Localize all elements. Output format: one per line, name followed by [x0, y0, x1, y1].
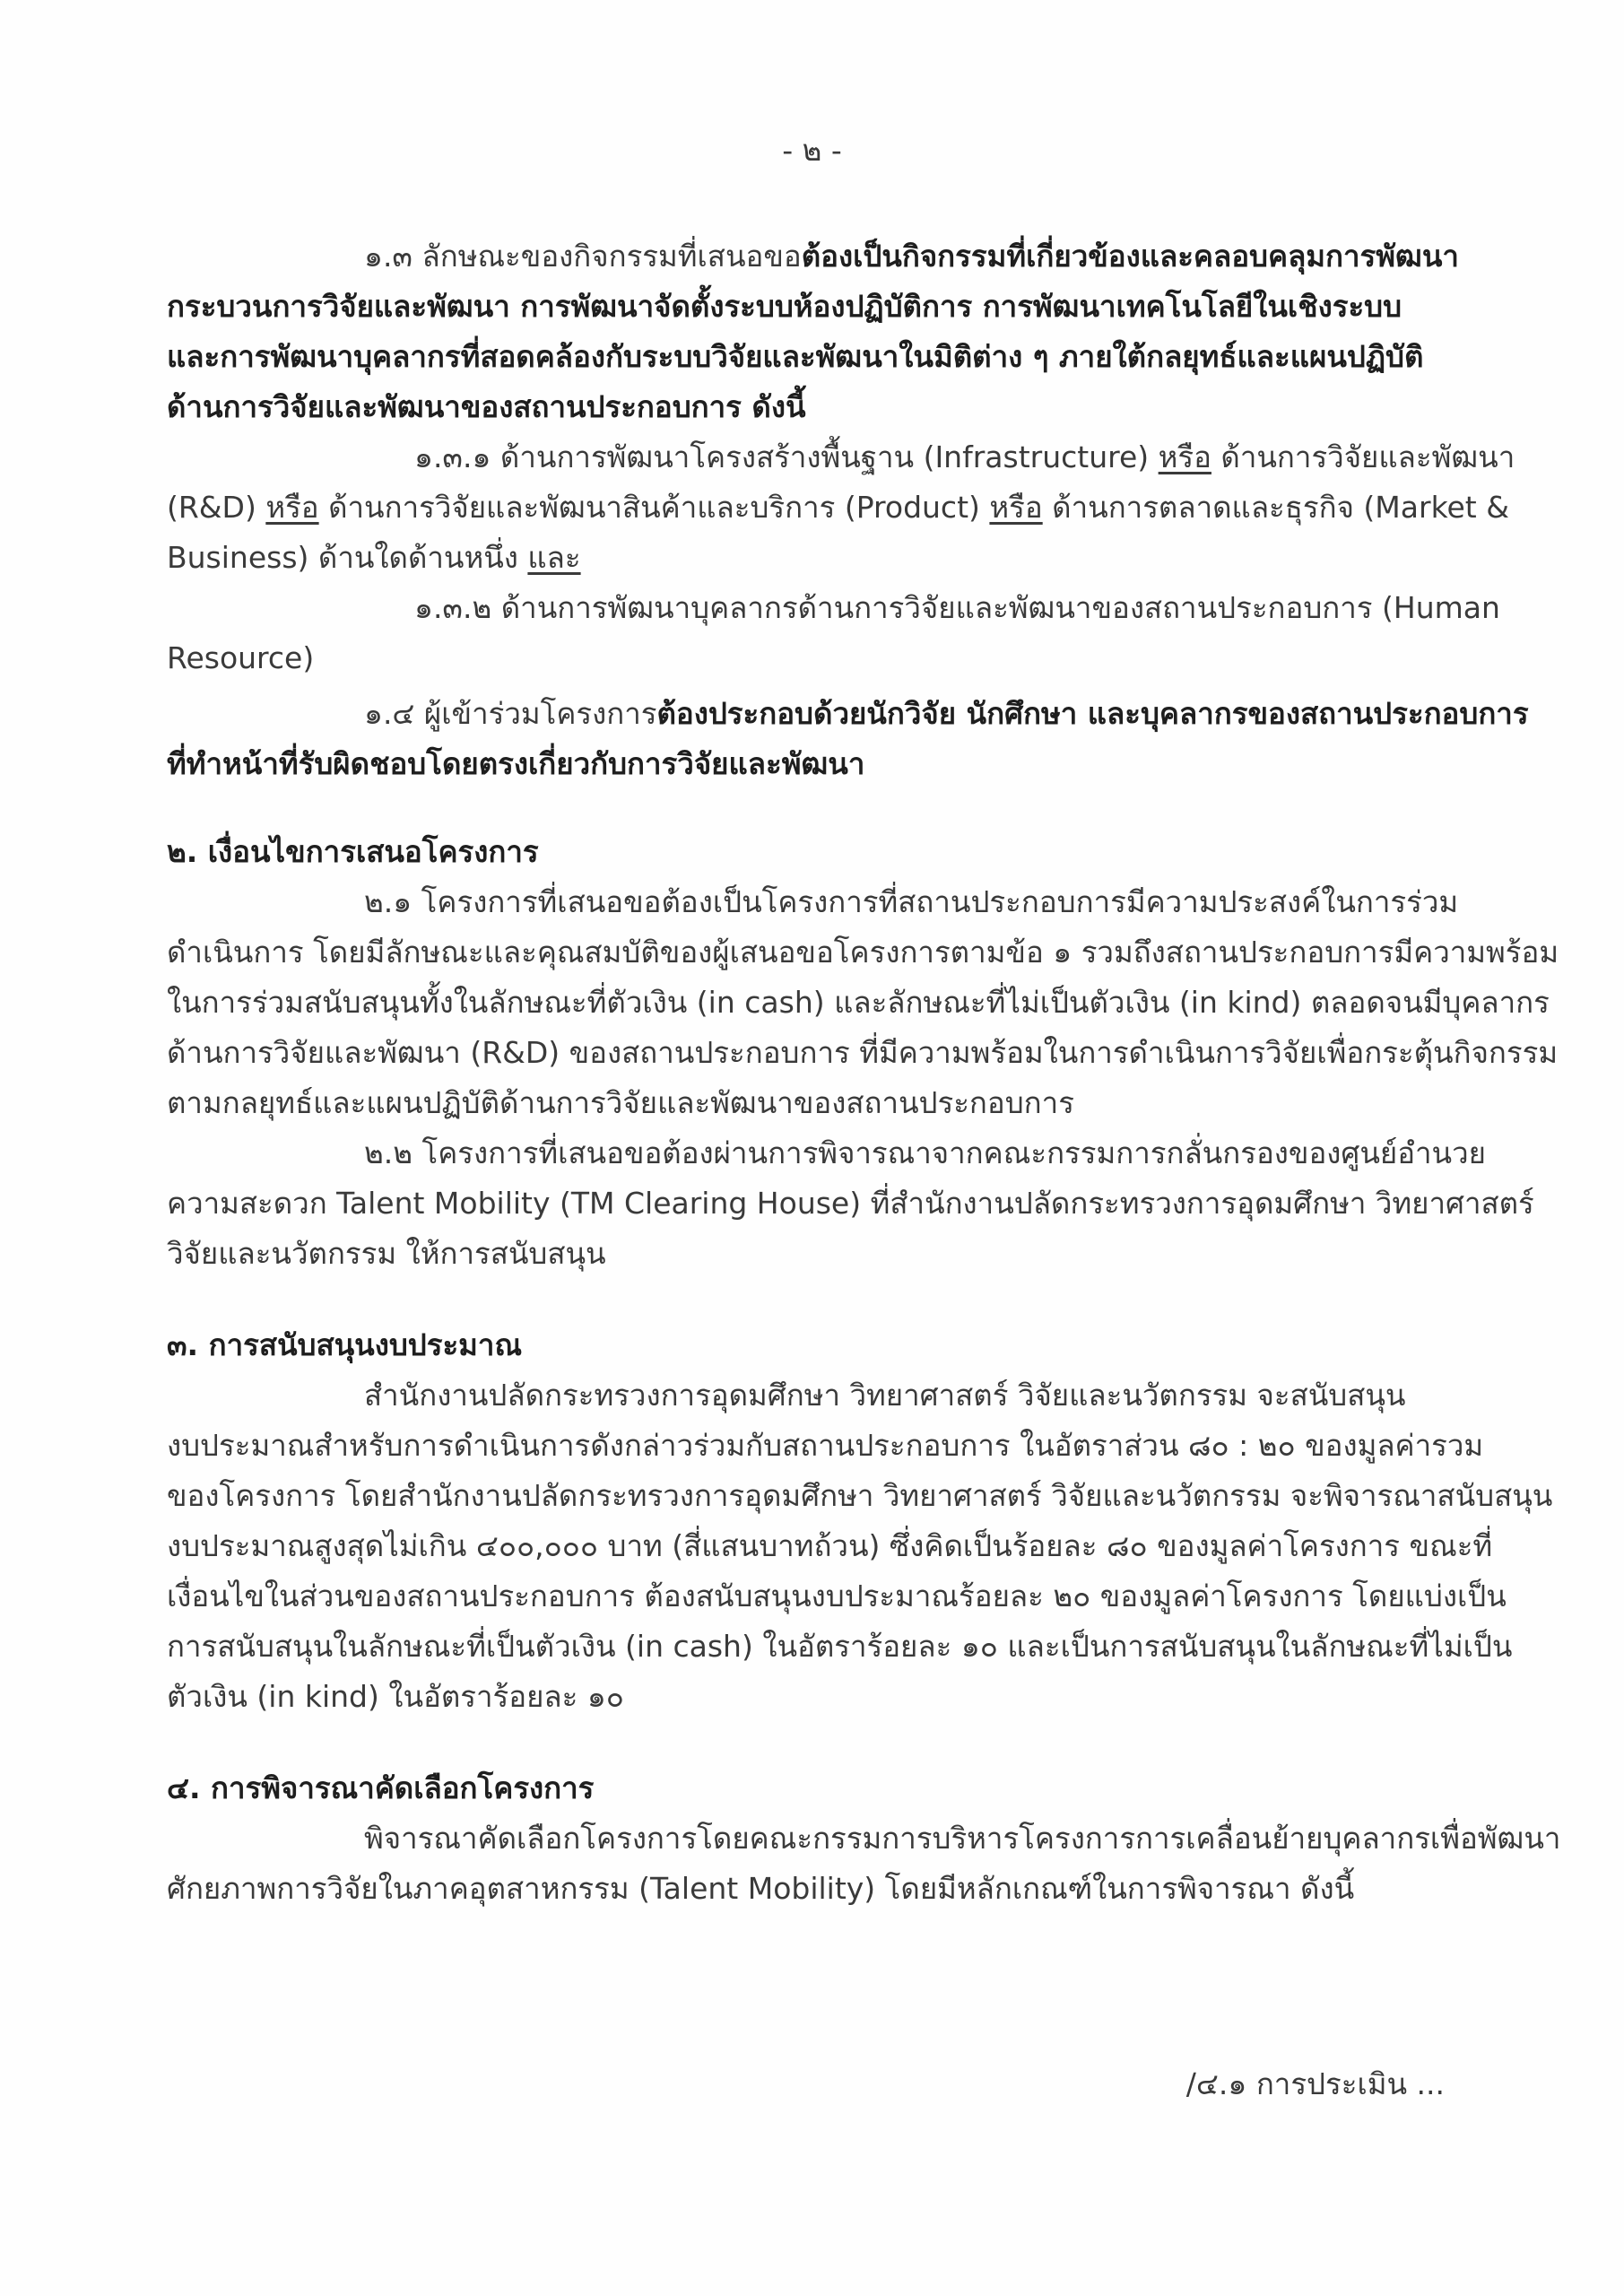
section-1-4-intro: ๑.๔ ผู้เข้าร่วมโครงการ — [364, 696, 657, 731]
underlined-and: และ — [527, 540, 581, 575]
section-3-line-4: งบประมาณสูงสุดไม่เกิน ๔๐๐,๐๐๐ บาท (สี่แสนบาทถ้วน) ซึ่งคิดเป็นร้อยละ ๘๐ ของมูลค่าโครงการ ขณะที่ — [167, 1528, 1493, 1563]
section-1-3-line-4: ด้านการวิจัยและพัฒนาของสถานประกอบการ ดังนี้ — [167, 389, 806, 424]
section-2-1-line-1: ๒.๑ โครงการที่เสนอขอต้องเป็นโครงการที่สถานประกอบการมีความประสงค์ในการร่วม — [364, 884, 1459, 919]
section-1-3-2-line-1: ๑.๓.๒ ด้านการพัฒนาบุคลากรด้านการวิจัยและพัฒนาของสถานประกอบการ (Human — [414, 590, 1500, 625]
section-2-2-line-3: วิจัยและนวัตกรรม ให้การสนับสนุน — [167, 1236, 606, 1271]
section-1-3-1-line-2 — [167, 483, 1509, 533]
section-1-3-1-text-f: Business) ด้านใดด้านหนึ่ง — [167, 540, 528, 575]
section-1-3-1-text-c: (R&D) — [167, 490, 266, 525]
section-2-1-line-3: ในการร่วมสนับสนุนทั้งในลักษณะที่ตัวเงิน (in cash) และลักษณะที่ไม่เป็นตัวเงิน (in kind) ตลอดจนมีบุคลากร — [167, 985, 1550, 1020]
section-1-3-1-text-d: ด้านการวิจัยและพัฒนาสินค้าและบริการ (Product) — [318, 490, 990, 525]
section-3-line-3: ของโครงการ โดยสำนักงานปลัดกระทรวงการอุดมศึกษา วิทยาศาสตร์ วิจัยและนวัตกรรม จะพิจารณาสนับสนุน — [167, 1478, 1553, 1513]
section-1-3-line-1 — [364, 231, 1459, 282]
section-3-line-6: การสนับสนุนในลักษณะที่เป็นตัวเงิน (in cash) ในอัตราร้อยละ ๑๐ และเป็นการสนับสนุนในลักษณะที่ไม่เป็น — [167, 1629, 1513, 1664]
section-3-line-7: ตัวเงิน (in kind) ในอัตราร้อยละ ๑๐ — [167, 1679, 624, 1714]
section-2-heading: ๒. เงื่อนไขการเสนอโครงการ — [167, 834, 539, 869]
continuation-note: /๔.๑ การประเมิน ... — [1185, 2066, 1445, 2101]
section-3-line-1: สำนักงานปลัดกระทรวงการอุดมศึกษา วิทยาศาสตร์ วิจัยและนวัตกรรม จะสนับสนุน — [364, 1378, 1406, 1413]
section-1-3-2-line-2: Resource) — [167, 640, 315, 675]
underlined-or: หรือ — [989, 490, 1043, 525]
section-1-3-intro: ๑.๓ ลักษณะของกิจกรรมที่เสนอขอ — [364, 239, 802, 274]
section-1-4-line-2: ที่ทำหน้าที่รับผิดชอบโดยตรงเกี่ยวกับการวิจัยและพัฒนา — [167, 746, 865, 781]
underlined-or: หรือ — [265, 490, 319, 525]
section-1-3-1-line-1 — [414, 432, 1515, 483]
section-2-2-line-1: ๒.๒ โครงการที่เสนอขอต้องผ่านการพิจารณาจากคณะกรรมการกลั่นกรองของศูนย์อำนวย — [364, 1135, 1486, 1170]
section-2-1-line-5: ตามกลยุทธ์และแผนปฏิบัติด้านการวิจัยและพัฒนาของสถานประกอบการ — [167, 1085, 1074, 1120]
page-number: - ๒ - — [782, 133, 842, 168]
section-3-heading: ๓. การสนับสนุนงบประมาณ — [167, 1327, 523, 1362]
section-1-3-1-text-b: ด้านการวิจัยและพัฒนา — [1211, 439, 1515, 474]
section-4-line-2: ศักยภาพการวิจัยในภาคอุตสาหกรรม (Talent Mobility) โดยมีหลักเกณฑ์ในการพิจารณา ดังนี้ — [167, 1871, 1355, 1906]
section-3-line-5: เงื่อนไขในส่วนของสถานประกอบการ ต้องสนับสนุนงบประมาณร้อยละ ๒๐ ของมูลค่าโครงการ โดยแบ่งเป็น — [167, 1578, 1507, 1613]
section-2-1-line-4: ด้านการวิจัยและพัฒนา (R&D) ของสถานประกอบการ ที่มีความพร้อมในการดำเนินการวิจัยเพื่อกระตุ้นกิจกรรม — [167, 1035, 1559, 1070]
section-4-line-1: พิจารณาคัดเลือกโครงการโดยคณะกรรมการบริหารโครงการการเคลื่อนย้ายบุคลากรเพื่อพัฒนา — [364, 1821, 1561, 1856]
section-4-heading: ๔. การพิจารณาคัดเลือกโครงการ — [167, 1770, 595, 1805]
section-1-3-1-text-a: ๑.๓.๑ ด้านการพัฒนาโครงสร้างพื้นฐาน (Infrastructure) — [414, 439, 1159, 474]
section-1-3-emphasis: ต้องเป็นกิจกรรมที่เกี่ยวข้องและคลอบคลุมการพัฒนา — [801, 239, 1459, 274]
section-3-line-2: งบประมาณสำหรับการดำเนินการดังกล่าวร่วมกับสถานประกอบการ ในอัตราส่วน ๘๐ : ๒๐ ของมูลค่ารวม — [167, 1428, 1484, 1463]
section-1-4-emphasis: ต้องประกอบด้วยนักวิจัย นักศึกษา และบุคลากรของสถานประกอบการ — [656, 696, 1529, 731]
section-1-3-line-2: กระบวนการวิจัยและพัฒนา การพัฒนาจัดตั้งระบบห้องปฏิบัติการ การพัฒนาเทคโนโลยีในเชิงระบบ — [167, 289, 1403, 324]
section-2-1-line-2: ดำเนินการ โดยมีลักษณะและคุณสมบัติของผู้เสนอขอโครงการตามข้อ ๑ รวมถึงสถานประกอบการมีความพร้อม — [167, 935, 1559, 970]
section-1-4-line-1 — [364, 689, 1529, 739]
section-2-2-line-2: ความสะดวก Talent Mobility (TM Clearing House) ที่สำนักงานปลัดกระทรวงการอุดมศึกษา วิทยาศาสตร์ — [167, 1186, 1534, 1221]
section-1-3-line-3: และการพัฒนาบุคลากรที่สอดคล้องกับระบบวิจัยและพัฒนาในมิติต่าง ๆ ภายใต้กลยุทธ์และแผนปฏิบัติ — [167, 339, 1424, 374]
underlined-or: หรือ — [1158, 439, 1211, 474]
section-1-3-1-line-3 — [167, 533, 581, 583]
section-1-3-1-text-e: ด้านการตลาดและธุรกิจ (Market & — [1042, 490, 1509, 525]
